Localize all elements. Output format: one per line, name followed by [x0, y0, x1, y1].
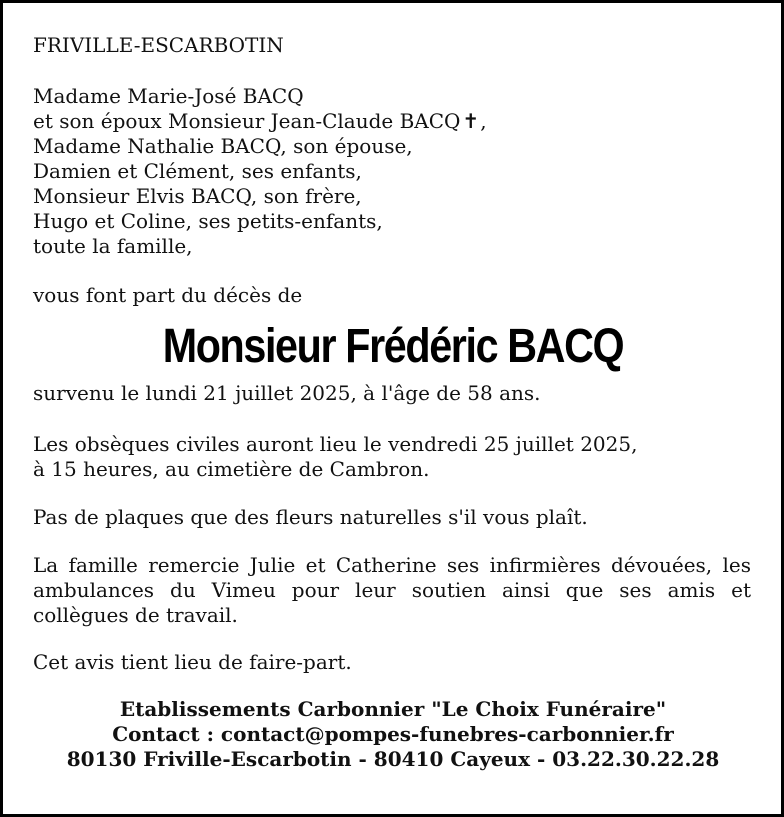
- family-member-line: Hugo et Coline, ses petits-enfants,: [33, 209, 383, 233]
- death-info: survenu le lundi 21 juillet 2025, à l'âge de 58 ans.: [33, 381, 541, 405]
- address-line: 80130 Friville-Escarbotin - 80410 Cayeux - 03.22.30.22.28: [66, 747, 720, 771]
- family-member-text: et son époux Monsieur Jean-Claude BACQ: [33, 109, 461, 133]
- family-member-line: Madame Nathalie BACQ, son épouse,: [33, 134, 413, 158]
- closing-line: Cet avis tient lieu de faire-part.: [33, 650, 352, 674]
- family-member-line: [33, 109, 753, 134]
- town-heading: FRIVILLE-ESCARBOTIN: [33, 33, 284, 57]
- family-list: [33, 84, 753, 259]
- cross-icon: ✝: [462, 109, 480, 133]
- thanks-paragraph: La famille remercie Julie et Catherine ses infirmières dévouées, les ambulances du Vimeu pour leur soutien ainsi que ses amis et collègues de travail.: [33, 553, 751, 627]
- flowers-note: Pas de plaques que des fleurs naturelles s'il vous plaît.: [33, 505, 588, 529]
- funeral-line: à 15 heures, au cimetière de Cambron.: [33, 457, 430, 481]
- announcement-intro: vous font part du décès de: [33, 283, 303, 307]
- family-member-line: toute la famille,: [33, 234, 193, 258]
- deceased-name: Monsieur Frédéric BACQ: [162, 320, 624, 373]
- company-name: Etablissements Carbonnier "Le Choix Funéraire": [119, 697, 667, 721]
- funeral-details: [33, 432, 753, 482]
- family-member-line: Monsieur Elvis BACQ, son frère,: [33, 184, 362, 208]
- funeral-line: Les obsèques civiles auront lieu le vendredi 25 juillet 2025,: [33, 432, 638, 456]
- contact-line: Contact : contact@pompes-funebres-carbonnier.fr: [112, 722, 674, 746]
- family-member-line: Madame Marie-José BACQ: [33, 84, 304, 108]
- cross-comma: ,: [480, 109, 487, 133]
- family-member-line: Damien et Clément, ses enfants,: [33, 159, 362, 183]
- funeral-home-footer: [33, 697, 753, 772]
